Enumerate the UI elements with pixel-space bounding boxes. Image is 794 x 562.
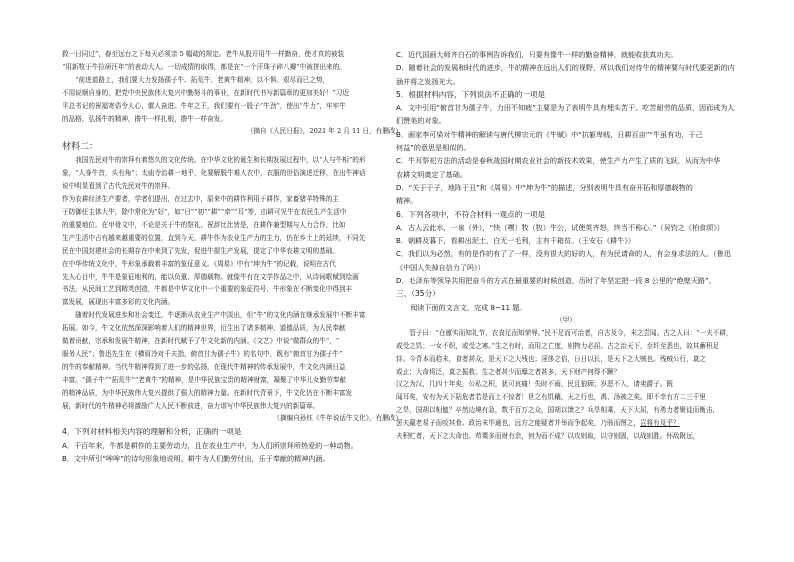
option-line: D．“关于于子，地阵于丑”和《周易》中“坤为牛”的描述，分别表明牛具有奋开拓和厚德载物的 xyxy=(396,182,693,192)
material2-title: 材料二： xyxy=(62,142,99,153)
material2-source: （摘编自孙钰《牛年说话牛文化》，有删改） xyxy=(273,414,402,423)
material2-body xyxy=(62,154,402,309)
text-line: 富发展，展现出丰富多彩的文化内涵。 xyxy=(62,298,175,307)
text-line: 的品格，弘扬牛的精神，撸牛一样扎根，撸牛一样奋发。 xyxy=(62,114,227,123)
option-line: 何益”的意思是相似的。 xyxy=(396,143,471,153)
passage-line: 汉之为汉，几四十年矣，公私之积，犹可哀痛！失时不雨，民且狼顾；岁恶不入，请卖爵子。既 xyxy=(396,380,673,389)
section-three-heading: 三、（35分） xyxy=(396,289,440,299)
underlined-sentence: 岂将有及乎？ xyxy=(639,419,680,428)
question-5-option-b xyxy=(396,128,736,155)
passage-line: 或止；大命将泛，莫之振救。生之者甚少而靡之者甚多，天下财产何得不蹶？ xyxy=(396,367,621,376)
option-line: 精神。 xyxy=(396,196,418,206)
passage-line: 恃。今背本而趋末，食者甚众，是天下之大残也；淫侈之俗，日日以长，是天下之大贼也。残贼公行，莫之 xyxy=(396,354,706,363)
option-line: 农耕文明奠定了基础。 xyxy=(396,169,467,179)
question-5-option-a xyxy=(396,101,736,128)
text-line: 于防御任主体大牛，除中常化为“好”，如“日”“初”“耕”“牵”“耳”等，由耕可见牛在农民生产生活中 xyxy=(62,207,347,216)
text-line: 平总书记的祝福寄语令人心、催人奋进。牛年之王，我们要有一股子“牛劲”，使出“牛力”，牢牢牛 xyxy=(62,101,346,110)
text-line: 丰富。“孺子牛”“拓荒牛”“老黄牛”的精神，是中华民族宝贵的精神财富，凝聚了中华儿女勤劳奉献 xyxy=(62,375,346,384)
text-line: 做着贡献，宗承和发展牛精神，在新时代赋予了牛文化新的内涵。《文艺》中说“做群众的牛”，“ xyxy=(62,337,340,346)
passage-line: 夫积贮者，天下之大命也。苟粟多而财有余，何为而不成？以攻则取，以守则固，以战则胜。怀敌附远， xyxy=(396,432,700,441)
option-line: C．牛耳祭祀方法的活动是春秋战国时期农业社会的新技术效果，使生产力产生了质的飞跃，从而为中华 xyxy=(396,156,721,166)
text-line: 服务人民”；鲁迅先生在《横眉冷对千夫指，俯首甘为孺子牛》的名句中，既有“俯首甘为孺子牛” xyxy=(62,349,343,358)
text-line: “用新牧于牛拉研汪年”的表动大人。一切成情的取得，都是在“一个汗珠子碎八瓣”中被拼出来的。 xyxy=(62,62,346,71)
option-line: C．我们以为必然，有的是作的有了了一样，没有很大的好的人，有为民请命的人，有会身求法的人。（鲁迅 xyxy=(396,249,731,259)
material1-quote-paragraph xyxy=(62,74,402,126)
option-line: 们赞美的对象。 xyxy=(396,116,446,126)
question-5-option-d xyxy=(396,181,736,208)
text-line: 民在中国封建社会的长期存在中来到了先发，促进牛提生产发展，提定了中华农耕文明的基础。 xyxy=(62,246,339,255)
text-line: 的牛的奉献精神。当代牛精神得到了进一步的弘扬，在现代牛精神的传承发展中，牛文化内涵日益 xyxy=(62,362,346,371)
question-6-option-d xyxy=(396,274,736,287)
text-line: 的重要地位。在甲骨文中，不论是关于牛的祭礼、祝辞比比皆是，在耕作兼型期与人力合作，比如 xyxy=(62,220,346,229)
option-line: D．毛泽东等领导共用把奋斗的方式在最重要的时候创造，历时了年坚定把一段 8 公里的“绝壁天路”。 xyxy=(396,276,716,286)
option-line: 《中国人失掉自信力了吗》） xyxy=(396,262,485,272)
passage-line: 罢夫羸老易子而咬其骨。政治未毕通也，远方之能疑者并举而争起矣，乃骇而图之，岂将有及乎？ xyxy=(396,419,680,428)
question-5: 5．根据材料内容，下列说法不正确的一项是 xyxy=(396,89,546,99)
text-line: 在中华传统文化中，牛形象承载着丰富的象征意义。《周易》中有“坤为牛”的记载，说明在古代 xyxy=(62,259,336,268)
question-4-option-d xyxy=(396,61,736,88)
question-6: 6．下列各项中，不符合材料一观点的一项是 xyxy=(396,209,546,219)
passage-line: 或受之饥；一女不织，或受之寒。”生之有时，而用之亡度，则物力必屈。古之治天下，至纤至悉也，故其蓄积足 xyxy=(396,341,720,350)
text-line: 生产生活中占有越来越重要的位置，直到今天，耕牛作为农业生产力的主力，仍在乡土上的延续，不同先 xyxy=(62,233,366,242)
text-line: 不用说顺自身的，把党中央民族伟大复兴中勤努斗的事业，在新时代书写新篇章的更加美好！”习近 xyxy=(62,88,349,97)
passage-label: （甲） xyxy=(556,315,576,324)
right-column xyxy=(396,48,736,443)
reading-instructions: 阅读下面的文言文，完成 8~11 题。 xyxy=(410,302,527,312)
material1-continuation xyxy=(62,48,402,74)
question-6-option-a: A．古人云此水，一泉（外），“快（嘿）牧（牧）牛公，试使英齐怒，终当不称心。”（吴钧之《柏食颂》） xyxy=(396,222,724,232)
text-line: 随着时代发展进步和社会变迁，牛逐渐从农业生产中淡出，但“牛”的文化内涵在继承发展中不断丰富 xyxy=(75,311,366,320)
question-6-option-b: B．朝耕及暮下，看耕出泥土，白无一毛利，主有千箱贫。（王安石《耕牛》） xyxy=(396,236,635,246)
option-line: D．随着社会的发展和时代的进步，牛的精神在远出人们的视野，所以我们对待牛的精神要与时代要更新的内 xyxy=(396,63,735,73)
text-line: 的精神品质，为中华民族伟大复兴提供了强大的精神力量。在新时代背景下，牛文化仍在不断丰富发 xyxy=(62,388,353,397)
text-line: 象，“人身牛首，头有角”；太庙寺治耕一地乎，化要解脱牛难人衣中，衣服的世俗演进迁移，在出牛神话 xyxy=(62,169,366,178)
text-line: “前进道路上，我们要大力发扬孺子牛、拓荒牛、老黄牛精神，以不惧、艰尽而已之势， xyxy=(75,75,330,84)
text-line: 书法，从民间工艺到精英创造，牛都是中华文化中一个重要的象征符号，牛形象在不断变化中得到丰 xyxy=(62,285,353,294)
text-line: 展，新时代的牛精神必将激励广大人民不断前进，奋力谱写中华民族伟大复兴的新篇章。 xyxy=(62,401,320,410)
question-4-option-a: A．千百年来，牛都是耕作的主要劳动力，且在农业生产中，为人们所崇拜所热爱的一种动物。 xyxy=(62,440,358,450)
question-6-option-c xyxy=(396,247,736,274)
text-line: 作为农耕经济生产要者，学者们提出，在过去中，原来中的耕作利用于耕作，家畜猪羊特殊的主 xyxy=(62,195,339,204)
passage-line: 闻耳矣，安有为天下阽危者若是而上不惊者！世之有饥穰，天之行也，禹、汤被之矣。即不幸有方二三千里 xyxy=(396,393,706,402)
option-line: A．文中引用“俯首甘为孺子牛，力田不知疲”主要是为了表明牛具有埋头苦干、吃苦耐劳的品质，因而成为人 xyxy=(396,103,735,113)
classical-passage xyxy=(396,327,736,443)
question-5-option-c xyxy=(396,154,736,181)
option-line: B．画家李可染对牛精神的解读与唐代柳宗元的《牛赋》中“抗躯卑贱，日耕百亩”“牛虽有功，于己 xyxy=(396,129,703,139)
material1-source: （摘自《人民日报》，2021 年 2 月 11 日，有删改） xyxy=(246,127,402,136)
text-line: 拓展。如今，牛文化依然深深影响着人们的精神世界，衍生出了诸多精神、道德品质，为人民奉献 xyxy=(62,324,346,333)
text-line: 说中明显看到了古代先民对牛的崇拜。 xyxy=(62,182,175,191)
question-4-option-c: C．近代国画大师齐白石的事例告诉我们，只要有像牛一样的勤奋精神，就能收获真功夫。 xyxy=(396,50,678,59)
passage-line: 管子曰：“仓廪实而知礼节，衣食足而知荣辱。”民不足而可治者，自古及今，未之尝闻。古之人曰：“一夫不耕， xyxy=(409,328,733,337)
option-line: 涵并将之发扬光大。 xyxy=(396,76,460,86)
text-line: 先人心目中，牛牛是象征地利的，能以负重、厚德载物。就像牛有在文学作品之中，从诗词歌赋到绘画 xyxy=(62,272,359,281)
passage-line: 之旱，国胡以相恤？卒然边境有急，数千百万之众，国胡以馈之？兵旱相乘，天下大屈，有勇力者聚徒而衡击， xyxy=(396,406,720,415)
text-line: 我国先民对牛的崇拜有着悠久的文化传统。在中华文化的诞生和长期发展过程中，以“人与牛相”的形 xyxy=(75,156,366,165)
question-4-option-b: B．文中所引“哞哞”的诗句形象地说明，耕牛为人们勤劳付出，乐于奉献的精神内涵。 xyxy=(62,453,330,463)
question-4: 4．下列对材料相关内容的理解和分析，正确的一项是 xyxy=(62,427,242,437)
left-column xyxy=(62,48,402,465)
material2-body-b xyxy=(62,309,402,412)
text-line: 救一日同过”，春至远台之下每天必须亲 5 幅疏的规定。老牛从股开用牛一样勤奋，使才真的被装 xyxy=(62,50,345,58)
